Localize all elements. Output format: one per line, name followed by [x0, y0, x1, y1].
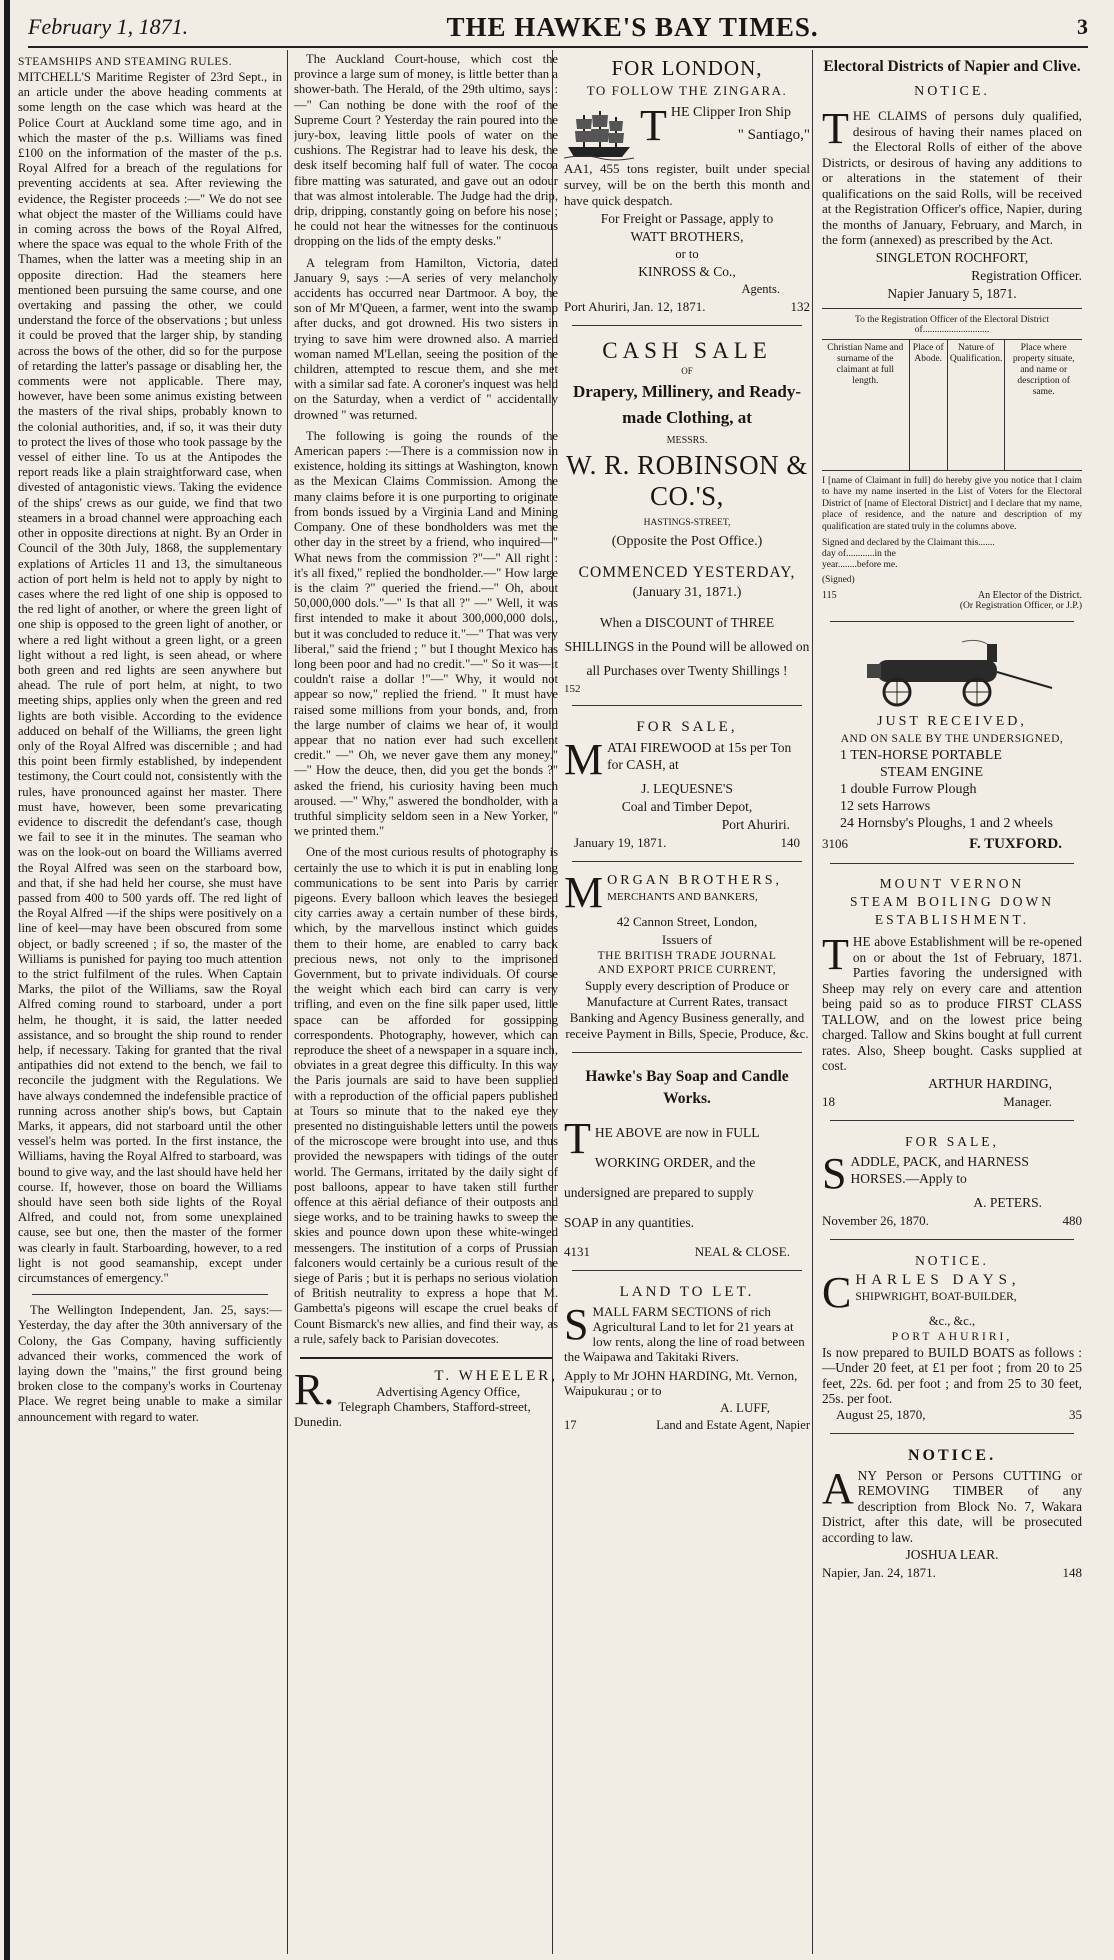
column-rule	[287, 50, 288, 1954]
form-line: year........before me.	[822, 560, 898, 570]
divider	[572, 861, 802, 862]
form-column: Place of Abode.	[910, 340, 948, 470]
ad-line: Port Ahuriri.	[721, 817, 790, 832]
ad-body: HE above Establishment will be re-opened on or about the 1st of February, 1871. Parties favoring the undersigned with Sheep may rely on every care and attention being paid so as to produce FIRST CLASS TALLOW, and on the lowest price being charged. Tallow and Skins bought at full current rates. Also, Sheep bought. Casks supplied at cost.	[822, 934, 1082, 1073]
article-drowning: A telegram from Hamilton, Victoria, dated January 9, says :—A series of very melancholy accidents has occurred near Dartmoor. A boy, the son of Mr M'Queen, a farmer, went into the swamp after ducks, and got drowned. His two sisters in trying to save him were drowned also. A married woman named M'Lellan, seeing the position of the children, attempted to rescue them, and she met with a similar sad fate. A coroner's inquest was held on the Saturday, when a verdict of " accidentally drowned " was returned.	[294, 255, 558, 422]
form-line: (Or Registration Officer, or J.P.)	[959, 601, 1082, 611]
newspaper-title: THE HAWKE'S BAY TIMES.	[446, 11, 819, 42]
ad-line: 42 Cannon Street, London,	[616, 914, 758, 929]
ad-line: Agents.	[741, 282, 780, 296]
ad-line: HE Clipper Iron Ship	[670, 105, 792, 120]
ad-heading: NOTICE.	[907, 1446, 997, 1464]
ad-line: SHIPWRIGHT, BOAT-BUILDER,	[855, 1290, 1017, 1303]
sale-item: 12 sets Harrows	[840, 799, 931, 814]
ad-firewood	[558, 714, 816, 853]
drop-cap: T	[822, 934, 849, 979]
ad-heading: JUST RECEIVED,	[877, 714, 1027, 729]
ad-number: 35	[1069, 1406, 1082, 1422]
form-header: To the Registration Officer of the Electoral District of............................	[854, 314, 1050, 335]
ad-for-london	[558, 52, 816, 317]
drop-cap: M	[564, 872, 604, 912]
ad-firm: NEAL & CLOSE.	[694, 1244, 790, 1259]
divider	[830, 1433, 1074, 1434]
ad-name: JOSHUA LEAR.	[905, 1547, 999, 1562]
ad-line: (January 31, 1871.)	[632, 585, 742, 600]
masthead	[28, 8, 1088, 48]
ad-line: Registration Officer.	[971, 267, 1082, 283]
ad-line: (Opposite the Post Office.)	[611, 534, 763, 549]
form-column: Christian Name and surname of the claimant at full length.	[822, 340, 910, 470]
form-column: Place where property situate, and name or description of same.	[1012, 342, 1075, 397]
left-margin-rule	[4, 0, 10, 1960]
ad-line: PORT AHURIRI,	[891, 1330, 1013, 1343]
ad-soap-works	[558, 1061, 816, 1262]
ad-footer: November 26, 1870.	[822, 1212, 929, 1228]
ad-line: COMMENCED YESTERDAY,	[578, 564, 796, 581]
ad-subheading: NOTICE.	[914, 84, 990, 99]
ad-footer: January 19, 1871.	[574, 835, 667, 850]
divider	[32, 1294, 268, 1295]
drop-cap: T	[564, 1118, 591, 1163]
ad-number: 140	[780, 835, 800, 850]
ad-line: Dunedin.	[294, 1414, 343, 1430]
form-line: An Elector of the District.	[977, 590, 1082, 601]
ad-number: 148	[1062, 1565, 1082, 1580]
divider	[572, 705, 802, 706]
ad-heading: MOUNT VERNON	[879, 876, 1025, 891]
ad-footer: Napier, Jan. 24, 1871.	[822, 1565, 936, 1580]
form-column: Nature of Qualification.	[948, 340, 1006, 470]
drop-cap: M	[564, 739, 604, 779]
ad-number: 4131	[564, 1244, 590, 1259]
ad-heading: LAND TO LET.	[619, 1284, 755, 1300]
ad-just-received	[816, 630, 1088, 855]
ad-name: ARTHUR HARDING,	[928, 1075, 1052, 1091]
steam-engine-icon	[837, 638, 1067, 708]
form-line: day of............in the	[822, 549, 896, 559]
ad-body: AA1, 455 tons register, built under special survey, will be on the berth this month and have quick despatch.	[564, 161, 810, 208]
ad-body: When a DISCOUNT of THREE SHILLINGS in the Pound will be allowed on all Purchases over Twenty Shillings !	[564, 615, 810, 678]
ad-heading: FOR LONDON,	[611, 56, 763, 80]
divider	[830, 1239, 1074, 1240]
ship-name: " Santiago,"	[737, 127, 810, 143]
ad-line: Advertising Agency Office,	[376, 1384, 521, 1400]
ad-number: 3106	[822, 836, 848, 851]
ad-heading: Electoral Districts of Napier and Clive.	[823, 58, 1081, 75]
ad-name: SINGLETON ROCHFORT,	[875, 249, 1029, 265]
ad-heading: CASH SALE	[602, 338, 772, 363]
divider	[830, 863, 1074, 864]
ad-agent: KINROSS & Co.,	[638, 264, 736, 279]
ad-body: NY Person or Persons CUTTING or REMOVING TIMBER of any description from Block No. 7, Wakara District, after this date, will be prosecuted according to law.	[822, 1467, 1082, 1545]
ad-number: 17	[564, 1418, 577, 1432]
ad-wheeler	[294, 1365, 558, 1430]
article-court-house: The Auckland Court-house, which cost the province a large sum of money, is little better than a shower-bath. The Herald, of the 29th ultimo, says :—" Can nothing be done with the roof of the Supreme Court ? Yesterday the rain poured into the jury-box, leaving little pools of water on the cushions. The Registrar had to leave his desk, the desk itself becoming half full of water. The cocoa fibre matting was saturated, and gave out an odour that was almost intolerable. The Judge had the drip, drip, dripping, constantly going on before his nose ; he could not hear the witnesses for the continuous dropping on the lids of the empty desks."	[294, 52, 558, 249]
sale-item: 24 Hornsby's Ploughs, 1 and 2 wheels	[840, 816, 1053, 831]
ad-line: Manager.	[1003, 1093, 1052, 1109]
sale-item: 1 double Furrow Plough	[840, 782, 977, 797]
column-3	[558, 52, 816, 1952]
drop-cap: C	[822, 1271, 852, 1312]
ad-body: ADDLE, PACK, and HARNESS HORSES.—Apply to	[850, 1153, 1029, 1186]
ship-icon	[564, 109, 634, 161]
sale-item: 1 TEN-HORSE PORTABLE	[840, 748, 1002, 763]
ad-line: Telegraph Chambers, Stafford-street,	[338, 1399, 531, 1415]
article-photography-pigeons: One of the most curious results of photography is certainly the use to which it is put in enabling long communications to be sent into Paris by carrier pigeons. Every balloon which leaves the besieged city carries away a certain number of these birds, which, by the marvellous instinct which guides them to their home, are enabled to carry back precious news, not only to the imprisoned Government, but to private individuals. Of course the weight which each bird can carry is very trifling, and even on the fine silk paper used, little space can be afforded for gossipping correspondents. Photography, however, which can reproduce the sheet of a newspaper in a square inch, obviates in a great degree this difficulty. In this way the Paris journals are said to have been supplied with a reproduction of the official papers published at Tours so minute that to the naked eye they presented no distinguishable letters until the powers of the microscope were brought into use, and thus provided the newspapers with tidings of the outer world. The Germans, irritated by the daily sight of post balloons, appear to have taken still further offence at this aërial defiance of their outposts and siege works, and to be training hawks to sweep the skies and pounce down upon these white-winged messengers. The institution of a corps of Prussian falconers would certainly be a curious result of the siege of Paris ; but it is perhaps no serious violation of British neutrality to express a hope that M. Gambetta's pigeons will escape the cruel beaks of Count Bismarck's new allies, and find their way, as a rule, safely back to Parisian dovecotes.	[294, 845, 558, 1346]
divider	[830, 1120, 1074, 1121]
claim-form-table	[822, 339, 1082, 471]
ad-charles-days	[816, 1248, 1088, 1425]
ad-body: HE CLAIMS of persons duly qualified, desirous of having their names placed on the Electoral Rolls of either of the above Districts, or desirous of having any additions to or alterations in the statement of their qualifications on the said Rolls, will be received at the Registration Officer's office, Napier, during the months of January, February, and March, in the form (annexed) as prescribed by the Act.	[822, 108, 1082, 247]
ad-line: For Freight or Passage, apply to	[600, 211, 774, 226]
column-4	[816, 52, 1088, 1952]
ad-name: A. PETERS.	[973, 1194, 1042, 1210]
article-gas-company: The Wellington Independent, Jan. 25, says:—Yesterday, the day after the 30th anniversary of the Colony, the Gas Company, having sufficiently advanced their works, commenced the work of laying down the "mains," the first ground being broken close to the company's works in Courtenay Place. We regret being unable to make a similar announcement with regard to water.	[18, 1303, 282, 1424]
ad-subheading: AND ON SALE BY THE UNDERSIGNED,	[840, 733, 1064, 745]
ad-firm: W. R. ROBINSON & CO.'S,	[566, 450, 808, 511]
drop-cap: S	[822, 1152, 847, 1193]
drop-cap: T	[640, 105, 667, 150]
ad-line: MERCHANTS AND BANKERS,	[607, 891, 758, 903]
drop-cap: A	[822, 1467, 854, 1513]
form-line: Signed and declared by the Claimant this.......	[822, 538, 995, 548]
ad-line: or to	[675, 247, 699, 261]
divider	[300, 1357, 552, 1359]
ad-body: Is now prepared to BUILD BOATS as follows :—Under 20 feet, at £1 per foot ; from 20 to 25 feet, 22s. 6d. per foot ; and from 25 to 30 feet, 25s. per foot.	[822, 1344, 1082, 1406]
ad-body: MALL FARM SECTIONS of rich Agricultural Land to let for 21 years at low rents, along the line of road between the Waipawa and Takitaki Rivers.	[564, 1304, 805, 1364]
ad-line: Land and Estate Agent, Napier	[656, 1418, 810, 1432]
article-steamships: MITCHELL'S Maritime Register of 23rd Sept., in an article under the above heading comments at some length on the case which was heard at the Police Court at Auckland some time ago, and in which the master of the p.s. Williams was fined £100 on the information of the master of the p.s. Royal Alfred for a breach of the regulations for preventing accidents at sea. After reviewing the evidence, the Register proceeds :—" We do not see what object the master of the Williams could have in coming across the bows of the Royal Alfred, where the space was equal to the whole Frith of the Thames, when the latter was a meeting ship in an opposite direction. Had the steamers here mentioned been pursuing the same course, and one overtaking and passing the other, we could understand the force of the observations ; but unless it could be proved that the larger ship, by standing across the bows of the other, did so for the purpose of retarding the latter's passage or disabling her, the comments were not applicable. There may, however, have been some animus existing between the masters of the rival ships, probably known to the colonial authorities, and, if so, it was their duty to protect the lives of those who took passage by the vessel of either line. To us at the Antipodes the report reads like a plain straightforward case, when divested of antagonistic views. Taking the evidence of the ships' crews as our guide, we find that two steamers in a broad channel were approaching each other in opposite directions at night. By an Order in Council of the 30th July, 1868, the supplementary explations of Articles 11 and 13, the simultaneous action of port helm is held not to apply by night to cases where the red light of one ship is opposed to the red light of another, or where the green light of one ship is opposed to the green light of another, or where a red light without a green light, or a green light without a red light, is seen ahead, or where both green and red lights are seen anywhere but ahead. The rule of port helm, at night, to two meeting ships, applies only when the green and red lights are both visible. According to the evidence adduced on behalf of the Williams, the green light only of the Royal Alfred was discernible ; and had this point been firmly established, by independent testimony, the Court could not, consistently with the rules, have pronounced against her master. There must have, however, been some prevaricating evidence to discredit the defendant's case, though we fail to see it in the minutes. The seaman who was on the look-out on board the Williams averred the Royal Alfred was seen on the starboard bow, and that, if she had held her course, she must have passed from 400 to 500 yards off. The red light of the Royal Alfred —if the ships were positively on a line of keel—may have been obscured from some object, or badly screened ; if so, the master of the Williams is punished for paying too much attention to the strict fulfilment of the rules. When Captain Marks, the pilot of the Williams, saw the Royal Alfred coming round to starboard, under a port helm, he thought, it is said, the latter needed assistance, and so brought the ship round to render help, if necessary. Taking for granted that the rival antipathies did not extend to the bench, we fail to reconcile the judgment with the Regulations. We have always condemned the indefensible practice of running across another ship's bows, but Captain Marks, it appears, did not starboard until the other vessel's helm was ported. In the first instance, the Williams, having the Royal Alfred to starboard, was bound to give way, and the last should have held her course. If, however, those on board the Williams should have seen both side lights of the Royal Alfred, and could not, from some unexplained cause, see but one, then the master of the former was clearly in fault. Starboarding, however, to a red light is not good seamanship, except under circumstances of emergency."	[18, 70, 282, 1286]
ad-number: 132	[790, 299, 810, 314]
form-declaration: I [name of Claimant in full] do hereby give you notice that I claim to have my name inserted in the List of Voters for the Electoral District of [name of Electoral District] and I declare that my name, place of residence, and the nature and description of my qualification are stated truly in the columns above.	[822, 474, 1082, 532]
ad-goods: Drapery, Millinery, and Ready-made Clothing, at	[572, 382, 802, 427]
ad-name: HARLES DAYS,	[855, 1271, 1021, 1288]
ad-line: HASTINGS-STREET,	[643, 518, 731, 528]
ad-firm: F. TUXFORD.	[969, 836, 1062, 852]
ad-number: 480	[1062, 1212, 1082, 1228]
article-heading: STEAMSHIPS AND STEAMING RULES.	[18, 56, 232, 68]
divider	[822, 308, 1082, 309]
ad-line: Napier January 5, 1871.	[887, 285, 1017, 301]
ad-line: Issuers of	[661, 932, 713, 947]
ad-body: SOAP in any quantities.	[564, 1215, 694, 1230]
ad-line: OF	[681, 366, 693, 376]
column-2	[294, 52, 558, 1952]
divider	[830, 621, 1074, 622]
page-number: 3	[1077, 14, 1088, 39]
ad-land-to-let	[558, 1279, 816, 1435]
ad-name: T. WHEELER,	[434, 1368, 558, 1385]
ad-heading: NOTICE.	[915, 1252, 989, 1268]
ad-electoral-districts	[816, 52, 1088, 613]
sale-item: STEAM ENGINE	[880, 765, 984, 780]
form-line: (Signed)	[822, 575, 855, 585]
ad-line: AND EXPORT PRICE CURRENT,	[597, 964, 777, 976]
drop-cap: T	[822, 108, 849, 153]
ad-timber-notice	[816, 1442, 1088, 1584]
ad-footer: Port Ahuriri, Jan. 12, 1871.	[564, 299, 706, 314]
ad-number: 115	[822, 590, 837, 601]
ad-number: 18	[822, 1093, 835, 1109]
ad-line: &c., &c.,	[928, 1313, 976, 1328]
column-1	[18, 52, 282, 1952]
ad-heading: STEAM BOILING DOWN	[850, 894, 1054, 909]
drop-cap: R.	[294, 1365, 335, 1415]
ad-line: MESSRS.	[666, 435, 708, 446]
ad-body: ATAI FIREWOOD at 15s per Ton for CASH, at	[607, 740, 792, 772]
ad-morgan-brothers	[558, 870, 816, 1044]
ad-line: THE BRITISH TRADE JOURNAL	[597, 950, 777, 962]
ad-name: J. LEQUESNE'S	[641, 781, 733, 796]
ad-body: Supply every description of Produce or Manufacture at Current Rates, transact Banking and Agency Business generally, and receive Payment in Bills, Specie, Produce, &c.	[565, 978, 809, 1041]
issue-date: February 1, 1871.	[28, 14, 189, 39]
ad-heading: ESTABLISHMENT.	[874, 912, 1030, 927]
divider	[572, 1052, 802, 1053]
ad-footer: August 25, 1870,	[836, 1406, 926, 1422]
ad-subheading: TO FOLLOW THE ZINGARA.	[586, 83, 788, 98]
drop-cap: S	[564, 1304, 589, 1349]
ad-body: HE ABOVE are now in FULL WORKING ORDER, and the undersigned are prepared to supply	[564, 1125, 759, 1200]
ad-name: ORGAN BROTHERS,	[607, 873, 783, 888]
ad-cash-sale	[558, 334, 816, 697]
ad-heading: Hawke's Bay Soap and Candle Works.	[585, 1068, 789, 1107]
ad-agent: A. LUFF,	[720, 1400, 770, 1415]
ad-body: Apply to Mr JOHN HARDING, Mt. Vernon, Waipukurau ; or to	[564, 1368, 798, 1398]
ad-mount-vernon	[816, 872, 1088, 1112]
ad-agent: WATT BROTHERS,	[630, 229, 744, 244]
divider	[572, 1270, 802, 1271]
ad-number: 152	[564, 683, 581, 695]
ad-heading: FOR SALE,	[636, 719, 738, 735]
divider	[572, 325, 802, 326]
ad-saddle-horses	[816, 1129, 1088, 1231]
article-mexican-claims: The following is going the rounds of the American papers :—There is a commission now in existence, holding its sittings at Washington, known as the Mexican Claims Commission. Among the many claims before it is one purporting to originate from bonds issued by a Virginia Land and Mining Company. One of these bondholders was met the other day in the street by a friend, who inquired—" What news from the commission ?"—" All right : it's all fixed," replied the bondholder.—" How large is the claim ?" queried the friend.—" Oh, about 50,000,000 dols."—" Is that all ?" —" Well, it was first intended to make it about 300,000,000 dols., but it was concluded to reduce it."—" That was very liberal," said the friend ; " but I thought Mexico has long been poor and had no credit."—" So it was—it couldn't raise a dollar !"—" Why, it would not appear so now," replied the friend. " It must have raised some millions from your bonds, and, from the large number of claims we hear of, it would appear that no nation ever had such excellent credit." —" Oh, we never gave them any money." —" How the deuce, then, did you get the bonds ?" asked the friend, his curiosity having been much aroused. —" Why," aswered the bondholder, with a truthful simplicity seldom seen in a New Yorker, " we printed them."	[294, 428, 558, 839]
ad-heading: FOR SALE,	[905, 1133, 999, 1149]
ad-line: Coal and Timber Depot,	[621, 799, 753, 814]
